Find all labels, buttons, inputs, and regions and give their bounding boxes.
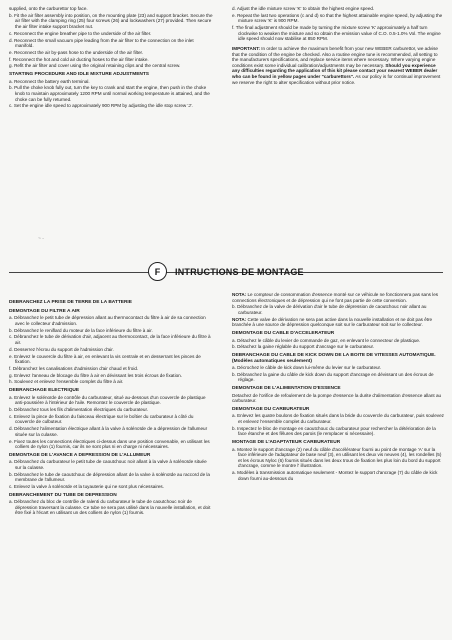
step-item: f. The final adjustment should be made by turning the mixture screw 'K' approximately a half turn clockwise to weaken the mixture and so obtain the emission value of C.O. 0.5-1.0% Vol. The engine idle speed should now stabilise at 850 RPM. (232, 25, 441, 42)
section-subheading: MONTAGE DE L'ADAPTATEUR CARBURATEUR (232, 440, 341, 445)
step-item: c. Enlevez la valve à solénoïde et la tuyauterie qui ne sont plus nécessaires. (9, 484, 165, 490)
step-item: a. Débranchez du carburateur le petit tube de caoutchouc noir allant à la valve à solénoïde située sur la culasse. (9, 459, 207, 470)
section-subheading: DEBRANCHAGE DU CABLE DE KICK DOWN DE LA BOITE DE VITESSES AUTOMATIQUE. (Modèles automatiques seulement) (232, 352, 436, 364)
step-item: a. Enlevez le solénoïde de contrôle du carburateur, situé au-dessous d'un couvercle de plastique anti-poussière à l'intérieur de l'aile. Remontez le couvercle de plastique. (9, 394, 206, 406)
step-item: d. Desserrez l'écrou du support de l'admission d'air. (9, 346, 114, 352)
step-item: supplied, onto the carburettor top face. (9, 6, 88, 11)
note-label: NOTA: (232, 292, 247, 297)
step-list (232, 6, 444, 42)
section-english-right (232, 6, 444, 86)
important-label: IMPORTANT: (232, 45, 260, 51)
note-paragraph (232, 292, 444, 303)
step-item: d. Reconnect the small vacuum pipe leading from the air filter to the connection on the inlet manifold. (9, 37, 194, 49)
page-title: INTRUCTIONS DE MONTAGE (175, 266, 304, 277)
step-item: b. Inspectez le bloc de montage en caoutchouc du carburateur pour rechercher la détérioration de la face étanche et des fêlures des parois (le remplacer si nécessaire). (232, 425, 436, 437)
step-item: d. Adjust the idle mixture screw 'K' to obtain the highest engine speed. (232, 6, 375, 11)
step-item: a. Décrochez le câble de kick down lui-même du levier sur le carburateur. (232, 365, 382, 371)
step-item: f. Débranchez les canalisations d'admission d'air chaud et froid. (9, 365, 139, 371)
important-text: In order to achieve the maximum benefit from your new WEBER carburettor, we advise that the condition of the engine be checked. Also a routine engine tune is recommended, all setting to the manufacturers specifications, and replace service items where necessary. Where varying engine conditions exist some individual calibration/adjustments may be necessary. (232, 45, 438, 68)
step-item: e. Repeat the last two operations (c and d) so that the highest attainable engine speed, by adjusting the mixture screw 'K' is 900 RPM. (232, 12, 443, 24)
section-subheading: DEBRANCHEMENT DU TUBE DE DEPRESSION (9, 492, 117, 498)
stray-mark: ~ - (38, 236, 44, 242)
section-french-left (9, 297, 213, 517)
step-item: b. Détachez la gaine réglable du support d'ancrage sur le carburateur. (232, 344, 375, 350)
step-item: a. Débranchez le petit tube de dépression allant au thermocontact du filtre à air de sa connection avec le collecteur d'admission. (9, 315, 206, 326)
section-subheading: DEMONTAGE DU CARBURATEUR (232, 406, 310, 412)
step-item: b. Débranchez tous les fils d'alimentation électriques du carburateur. (9, 407, 149, 412)
section-subheading: DEMONTAGE DU FILTRE A AIR (9, 308, 80, 314)
step-item: a. Modèles à transmission automatique seulement - Montez le support d'ancrage (7) du câble de kick down fourni au-dessous du (232, 470, 438, 481)
step-item: a. Montez le support d'ancrage (2) neuf du câble d'accélérateur fourni au point de montage 'A' sur la face inférieure de l'adaptateur de base neuf (3), en utilisant les deux vis neuves (4), les rondelles (5) et les écrous Nyloc (6) fournis situés dans les deux trous de fixation les plus loin du bord du support d'ancrage, comme le montre l' illustration. (232, 446, 442, 469)
section-subheading: STARTING PROCEDURE AND IDLE MIXTURE ADJUSTMENTS (9, 72, 150, 78)
note-label: NOTA: (232, 316, 247, 322)
step-item: c. Débranchez le tube de dérivation d'air, adjacent au thermocontact, de la face inférieure du filtre à air. (9, 334, 211, 345)
important-contact: Should you experience any difficulties regarding the application of this kit please contact your nearest WEBER dealer who can be found in yellow pages under "carburettors". (232, 62, 438, 79)
step-item: b. Débranchez le tube de caoutchouc de dépression allant de la valve à solénoïde au raccord de la membrane de l'allumeur. (9, 471, 210, 483)
section-subheading: DEMONTAGE DE L'ALIMENTATION D'ESSENCE (232, 386, 341, 392)
step-item: h. Soulevez et enlevez l'ensemble complet du filtre à air. (9, 379, 124, 385)
section-english-left (9, 6, 213, 110)
note-text: Cette valve de dérivation ne sera pas active dans la nouvelle installation et ne doit pas être branchée à une source de dépression quelconque soit sur le carburateur soit sur le collecteur. (232, 316, 433, 328)
important-notice (232, 46, 444, 85)
step-item: b. Pull the choke knob fully out, turn the key to crank and start the engine, then push in the choke knob to maintain approximately 1200 RPM until normal working temperature is attained, and the choke can be fully returned. (9, 85, 210, 102)
note-text: Le compteur de consommation d'essence monté sur ce véhicule ne fonctionnera pas sans les connections électroniques et de dépression qui ne font pas partie de cette conversion. (232, 292, 439, 303)
step-item: b. Débranchez de la valve de dérivation d'air le tube de dépression de caoutchouc noir allant au carburateur. (232, 304, 427, 315)
step-item: a. Débranchez du bloc de contrôle de ralenti du carburateur le tube de caoutchouc noir de dépression traversant la culasse. Ce tube ne sera pas utilisé dans la nouvelle installation, et doit être fixé à l'écart en utilisant un des colliers de nylon (1) fournis. (9, 499, 211, 516)
step-item: b. Débranchez le reniflard du moteur de la face inférieure du filtre à air. (9, 327, 153, 333)
step-item: d. Débranchez l'alimentation électrique allant à la valve à solénoïde de a dépression de l'allumeur située sur la culasse. (9, 426, 208, 437)
section-subheading: DEBRANCHAGE ELECTRIQUE (9, 388, 80, 394)
section-subheading: DEBRANCHEZ LA PRISE DE TERRE DE LA BATTERIE (9, 300, 132, 305)
language-badge: F (148, 262, 167, 281)
step-item: g. Refit the air filter and cover using the original retaining clips and the central screw. (9, 63, 181, 69)
step-item: f. Reconnect the hot and cold air ducting hoses to the air filter intake. (9, 56, 149, 62)
step-item: a. Enlevez les quatre boulons de fixation situés dans la bride du couvercle du carburateur, puis soulevez et enlevez l'ensemble complet du carburateur. (232, 413, 444, 425)
step-item: e. Fixez toutes les connections électriques ci-dessus dans une position convenable, en utilisant les colliers de nylon (1) fournis, car ils ne sont plus ni en charge ni nécessaires. (9, 438, 210, 450)
section-subheading: DEMONTAGE DE L'AVANCE A DEPRESSION DE L'ALLUMEUR (9, 452, 151, 458)
step-item: c. Reconnect the engine breather pipe to the underside of the air filter. (9, 30, 152, 36)
step-item: Detachez de l'orifice de refoulement de la pompe d'essence la durite d'alimentation d'essence allant au carburateur. (232, 392, 442, 404)
note-paragraph (232, 317, 444, 328)
step-item: b. Débranchez la gaine du câble de kick down du support d'ancrage en dévissant un des écrous de réglage. (232, 371, 434, 383)
step-item: a. Détachez le câble du levier de commande de gaz, en enlevant le connecteur de plastique. (232, 337, 421, 343)
section-heading (148, 262, 304, 281)
step-item: g. Enlevez l'anneau de blocage du filtre à air en dévissant les trois écrous de fixation. (9, 372, 182, 378)
step-item: c. Enlevez la pince de fixation du faisceau électrique sur le boîtier du carburateur à côté du couvercle de culbuteur. (9, 413, 194, 425)
step-item: a. Reconnect the battery earth terminal. (9, 78, 90, 84)
important-tail: As our policy is for continual improvement we reserve the right to alter specification without prior notice. (232, 73, 441, 85)
step-item: e. Enlevez le couvercle du filtre à air, en enlevant la vis centrale et en desserrant les pinces de fixation. (9, 353, 201, 365)
section-french-right (232, 292, 444, 483)
section-subheading: DEMONTAGE DU CABLE D'ACCELERATEUR (232, 330, 335, 336)
step-item: b. Fit the air filter assembly into position, on the mounting plate (23) and support bracket. Secure the air filter with the clamping ring (25) four screws (26) and lockwashers (27) provided. Then secure the air filter intake support bracket nut. (9, 12, 213, 29)
step-item: e. Reconnect the air by-pass hose to the underside of the air filter. (9, 49, 144, 55)
step-item: c. Set the engine idle speed to approximately 900 RPM by adjusting the idle stop screw 'J'. (9, 103, 193, 109)
